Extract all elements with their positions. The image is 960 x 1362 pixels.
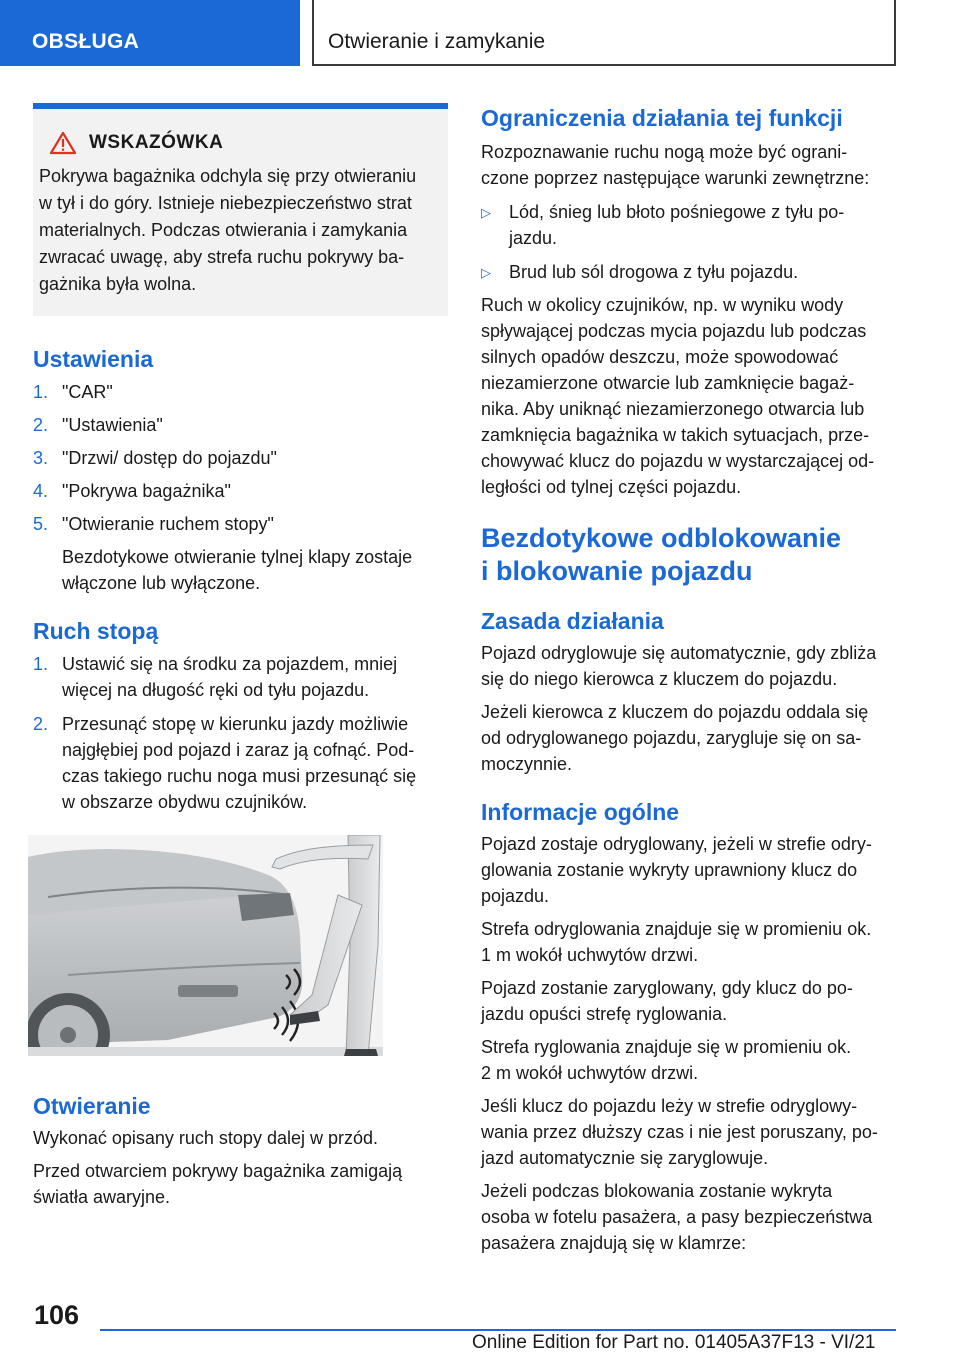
paragraph-line: glowania zostanie wykryty uprawniony klucz do	[481, 860, 858, 880]
opening-heading: Otwieranie	[33, 1093, 151, 1119]
step-number: 3.	[33, 448, 49, 468]
step-text: "CAR"	[62, 382, 113, 402]
list-item-text	[509, 259, 798, 286]
step-line: Przesunąć stopę w kierunku jazdy możliwie	[62, 714, 409, 734]
limits-paragraph	[481, 292, 897, 500]
paragraph-line: zamknięcia bagażnika w takich sytuacjach, prze-	[481, 425, 870, 445]
warning-line: w tył i do góry. Istnieje niebezpieczeństwo strat	[39, 193, 412, 213]
section-tab: OBSŁUGA	[0, 0, 300, 66]
chapter-title: Otwieranie i zamykanie	[312, 0, 896, 66]
paragraph-line: nika. Aby uniknąć niezamierzonego otwarcia lub	[481, 399, 865, 419]
paragraph-line: jazdu opuści strefę ryglowania.	[481, 1004, 728, 1024]
step-item	[33, 379, 448, 405]
list-item-text	[509, 199, 844, 251]
limits-intro	[481, 139, 897, 191]
paragraph-line: światła awaryjne.	[33, 1187, 171, 1207]
paragraph-line: silnych opadów deszczu, może spowodować	[481, 347, 839, 367]
step-item	[33, 711, 448, 815]
warning-text	[39, 163, 440, 298]
paragraph-line: Strefa odryglowania znajduje się w promieniu ok.	[481, 919, 872, 939]
warning-line: zwracać uwagę, aby strefa ruchu pokrywy ba-	[39, 247, 405, 267]
paragraph-line: Wykonać opisany ruch stopy dalej w przód.	[33, 1128, 379, 1148]
step-text: "Ustawienia"	[62, 415, 163, 435]
step-number: 1.	[33, 654, 49, 674]
principle-heading: Zasada działania	[481, 608, 664, 634]
general-paragraph	[481, 975, 897, 1027]
general-paragraph	[481, 916, 897, 968]
limits-heading: Ograniczenia działania tej funkcji	[481, 105, 843, 131]
footer-divider	[100, 1329, 896, 1331]
step-text: "Pokrywa bagażnika"	[62, 481, 231, 501]
warning-box	[33, 103, 448, 316]
paragraph-line: Jeżeli podczas blokowania zostanie wykryta	[481, 1181, 833, 1201]
step-line: czas takiego ruchu noga musi przesunąć się	[62, 766, 417, 786]
step-item	[33, 445, 448, 471]
list-line: Lód, śnieg lub błoto pośniegowe z tyłu po-	[509, 202, 845, 222]
edition-note: Online Edition for Part no. 01405A37F13 - VI/21	[472, 1332, 876, 1353]
foot-motion-steps	[33, 651, 448, 815]
paragraph-line: moczynnie.	[481, 754, 573, 774]
limits-list	[481, 199, 897, 286]
warning-triangle-icon	[49, 131, 77, 155]
general-paragraph	[481, 1034, 897, 1086]
step-line: najgłębiej pod pojazd i zaraz ją cofnąć. Pod-	[62, 740, 415, 760]
step-number: 5.	[33, 514, 49, 534]
paragraph-line: Ruch w okolicy czujników, np. w wyniku wody	[481, 295, 844, 315]
step-line: Ustawić się na środku za pojazdem, mniej	[62, 654, 398, 674]
page-number: 106	[34, 1300, 80, 1330]
step-item	[33, 511, 448, 537]
paragraph-line: Jeśli klucz do pojazdu leży w strefie odryglowy-	[481, 1096, 858, 1116]
foot-motion-illustration	[28, 835, 383, 1056]
list-line: jazdu.	[509, 228, 558, 248]
paragraph-line: pasażera znajdują się w klamrze:	[481, 1233, 747, 1253]
warning-line: Pokrywa bagażnika odchyla się przy otwieraniu	[39, 166, 417, 186]
general-paragraph	[481, 1093, 897, 1171]
paragraph-line: Pojazd zostaje odryglowany, jeżeli w strefie odry-	[481, 834, 872, 854]
paragraph-line: wania przez dłuższy czas i nie jest poruszany, po-	[481, 1122, 878, 1142]
step-number: 4.	[33, 481, 49, 501]
heading-line: i blokowanie pojazdu	[481, 556, 753, 586]
step-line: więcej na długość ręki od tyłu pojazdu.	[62, 680, 370, 700]
principle-paragraph	[481, 640, 897, 692]
step-number: 2.	[33, 415, 49, 435]
warning-header	[49, 131, 440, 155]
step-item	[33, 478, 448, 504]
settings-heading: Ustawienia	[33, 346, 154, 372]
step-number: 1.	[33, 382, 49, 402]
paragraph-line: Jeżeli kierowca z kluczem do pojazdu oddala się	[481, 702, 869, 722]
triangle-bullet-icon: ▷	[481, 265, 491, 280]
paragraph-line: niezamierzone otwarcie lub zamknięcie bagaż-	[481, 373, 855, 393]
step-number: 2.	[33, 714, 49, 734]
paragraph-line: pojazdu.	[481, 886, 550, 906]
principle-paragraph	[481, 699, 897, 777]
step-item	[33, 651, 448, 703]
right-column	[481, 103, 897, 1256]
paragraph-line: Rozpoznawanie ruchu nogą może być ograni-	[481, 142, 848, 162]
paragraph-line: osoba w fotelu pasażera, a pasy bezpieczeństwa	[481, 1207, 873, 1227]
step-text: "Drzwi/ dostęp do pojazdu"	[62, 448, 277, 468]
foot-motion-heading: Ruch stopą	[33, 618, 159, 644]
general-paragraph	[481, 831, 897, 909]
paragraph-line: chowywać klucz do pojazdu w wystarczającej od-	[481, 451, 875, 471]
step-line: w obszarze obydwu czujników.	[62, 792, 308, 812]
paragraph-line: ległości od tylnej części pojazdu.	[481, 477, 742, 497]
keyless-heading	[481, 522, 897, 588]
step-item	[33, 412, 448, 438]
settings-steps	[33, 379, 448, 537]
paragraph-line: 1 m wokół uchwytów drzwi.	[481, 945, 699, 965]
paragraph-line: spływającej podczas mycia pojazdu lub podczas	[481, 321, 867, 341]
warning-line: gażnika była wolna.	[39, 274, 197, 294]
warning-title: WSKAZÓWKA	[89, 132, 224, 153]
general-paragraph	[481, 1178, 897, 1256]
paragraph-line: się do niego kierowca z kluczem do pojazdu.	[481, 669, 838, 689]
paragraph-line: 2 m wokół uchwytów drzwi.	[481, 1063, 699, 1083]
list-line: Brud lub sól drogowa z tyłu pojazdu.	[509, 262, 799, 282]
paragraph-line: Przed otwarciem pokrywy bagażnika zamigają	[33, 1161, 403, 1181]
settings-note	[62, 544, 448, 596]
paragraph-line: Pojazd zostanie zaryglowany, gdy klucz do po-	[481, 978, 853, 998]
step-text	[62, 651, 397, 703]
paragraph-line: czone poprzez następujące warunki zewnętrzne:	[481, 168, 870, 188]
list-item	[481, 199, 897, 251]
note-line: Bezdotykowe otwieranie tylnej klapy zostaje	[62, 547, 413, 567]
general-heading: Informacje ogólne	[481, 799, 680, 825]
note-line: włączone lub wyłączone.	[62, 573, 261, 593]
left-column	[33, 103, 448, 1210]
warning-line: materialnych. Podczas otwierania i zamykania	[39, 220, 408, 240]
paragraph-line: od odryglowanego pojazdu, zarygluje się on sa-	[481, 728, 862, 748]
opening-paragraph	[33, 1158, 448, 1210]
heading-line: Bezdotykowe odblokowanie	[481, 523, 842, 553]
triangle-bullet-icon: ▷	[481, 205, 491, 220]
paragraph-line: Strefa ryglowania znajduje się w promieniu ok.	[481, 1037, 852, 1057]
paragraph-line: Pojazd odryglowuje się automatycznie, gdy zbliża	[481, 643, 877, 663]
step-text	[62, 711, 416, 815]
opening-paragraph	[33, 1125, 448, 1151]
list-item	[481, 259, 897, 286]
paragraph-line: jazd automatycznie się zaryglowuje.	[481, 1148, 769, 1168]
step-text: "Otwieranie ruchem stopy"	[62, 514, 274, 534]
